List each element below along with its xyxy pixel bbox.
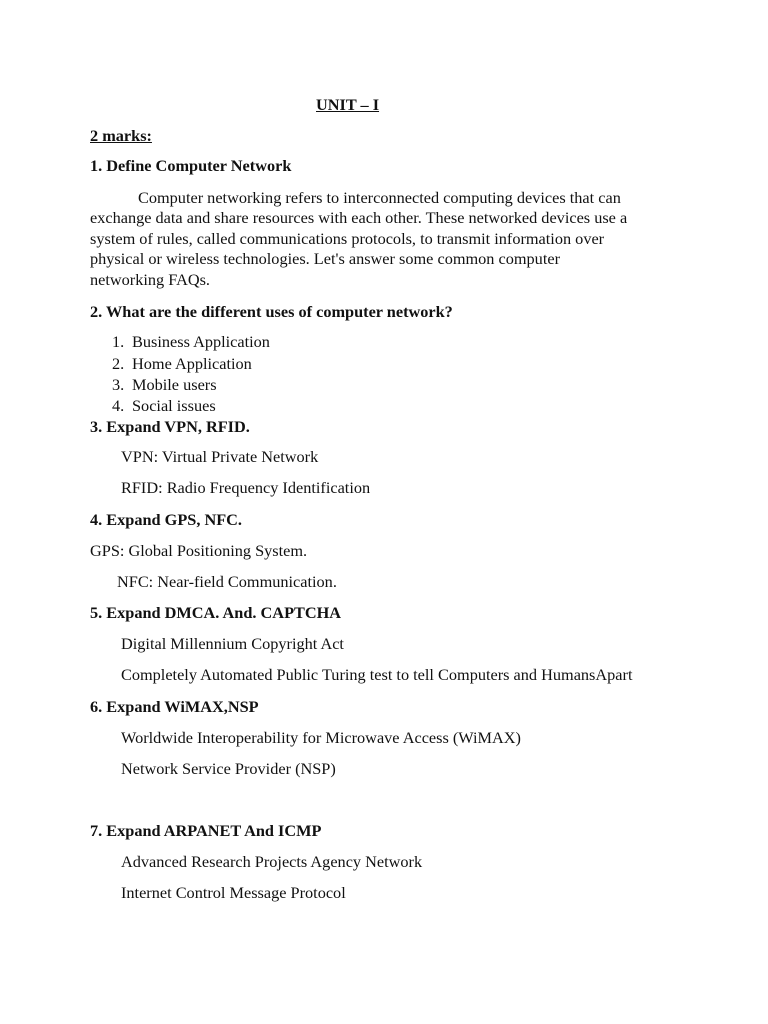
list-item-text: Social issues xyxy=(132,396,216,415)
list-item-number: 4. xyxy=(112,396,125,415)
marks-heading: 2 marks: xyxy=(90,126,152,145)
answer-5-dmca: Digital Millennium Copyright Act xyxy=(121,634,344,653)
question-5-heading: 5. Expand DMCA. And. CAPTCHA xyxy=(90,603,342,622)
question-7-heading: 7. Expand ARPANET And ICMP xyxy=(90,821,322,840)
answer-1-line-3: system of rules, called communications protocols, to transmit information over xyxy=(90,229,605,248)
list-item-number: 2. xyxy=(112,354,125,373)
answer-4-gps: GPS: Global Positioning System. xyxy=(90,541,308,560)
answer-3-vpn: VPN: Virtual Private Network xyxy=(121,447,319,466)
answer-6-nsp: Network Service Provider (NSP) xyxy=(121,759,336,778)
answer-1-line-1: Computer networking refers to interconnected computing devices that can xyxy=(138,188,621,207)
list-item xyxy=(112,332,270,352)
list-item-text: Home Application xyxy=(132,354,252,373)
answer-1-line-5: networking FAQs. xyxy=(90,270,210,289)
answer-3-rfid: RFID: Radio Frequency Identification xyxy=(121,478,371,497)
question-1-heading: 1. Define Computer Network xyxy=(90,156,292,175)
list-item-number: 3. xyxy=(112,375,125,394)
unit-title: UNIT – I xyxy=(316,95,380,114)
question-3-heading: 3. Expand VPN, RFID. xyxy=(90,417,250,436)
list-item-text: Mobile users xyxy=(132,375,217,394)
list-item xyxy=(112,354,252,374)
question-4-heading: 4. Expand GPS, NFC. xyxy=(90,510,242,529)
answer-5-captcha: Completely Automated Public Turing test to tell Computers and HumansApart xyxy=(121,665,633,684)
answer-7-arpanet: Advanced Research Projects Agency Network xyxy=(121,852,423,871)
list-item xyxy=(112,396,216,416)
question-6-heading: 6. Expand WiMAX,NSP xyxy=(90,697,259,716)
question-2-heading: 2. What are the different uses of computer network? xyxy=(90,302,453,321)
answer-6-wimax: Worldwide Interoperability for Microwave Access (WiMAX) xyxy=(121,728,521,747)
answer-4-nfc: NFC: Near-field Communication. xyxy=(117,572,337,591)
answer-1-line-4: physical or wireless technologies. Let's answer some common computer xyxy=(90,249,560,268)
list-item-text: Business Application xyxy=(132,332,270,351)
list-item xyxy=(112,375,217,395)
answer-7-icmp: Internet Control Message Protocol xyxy=(121,883,346,902)
answer-1-line-2: exchange data and share resources with each other. These networked devices use a xyxy=(90,208,628,227)
list-item-number: 1. xyxy=(112,332,125,351)
